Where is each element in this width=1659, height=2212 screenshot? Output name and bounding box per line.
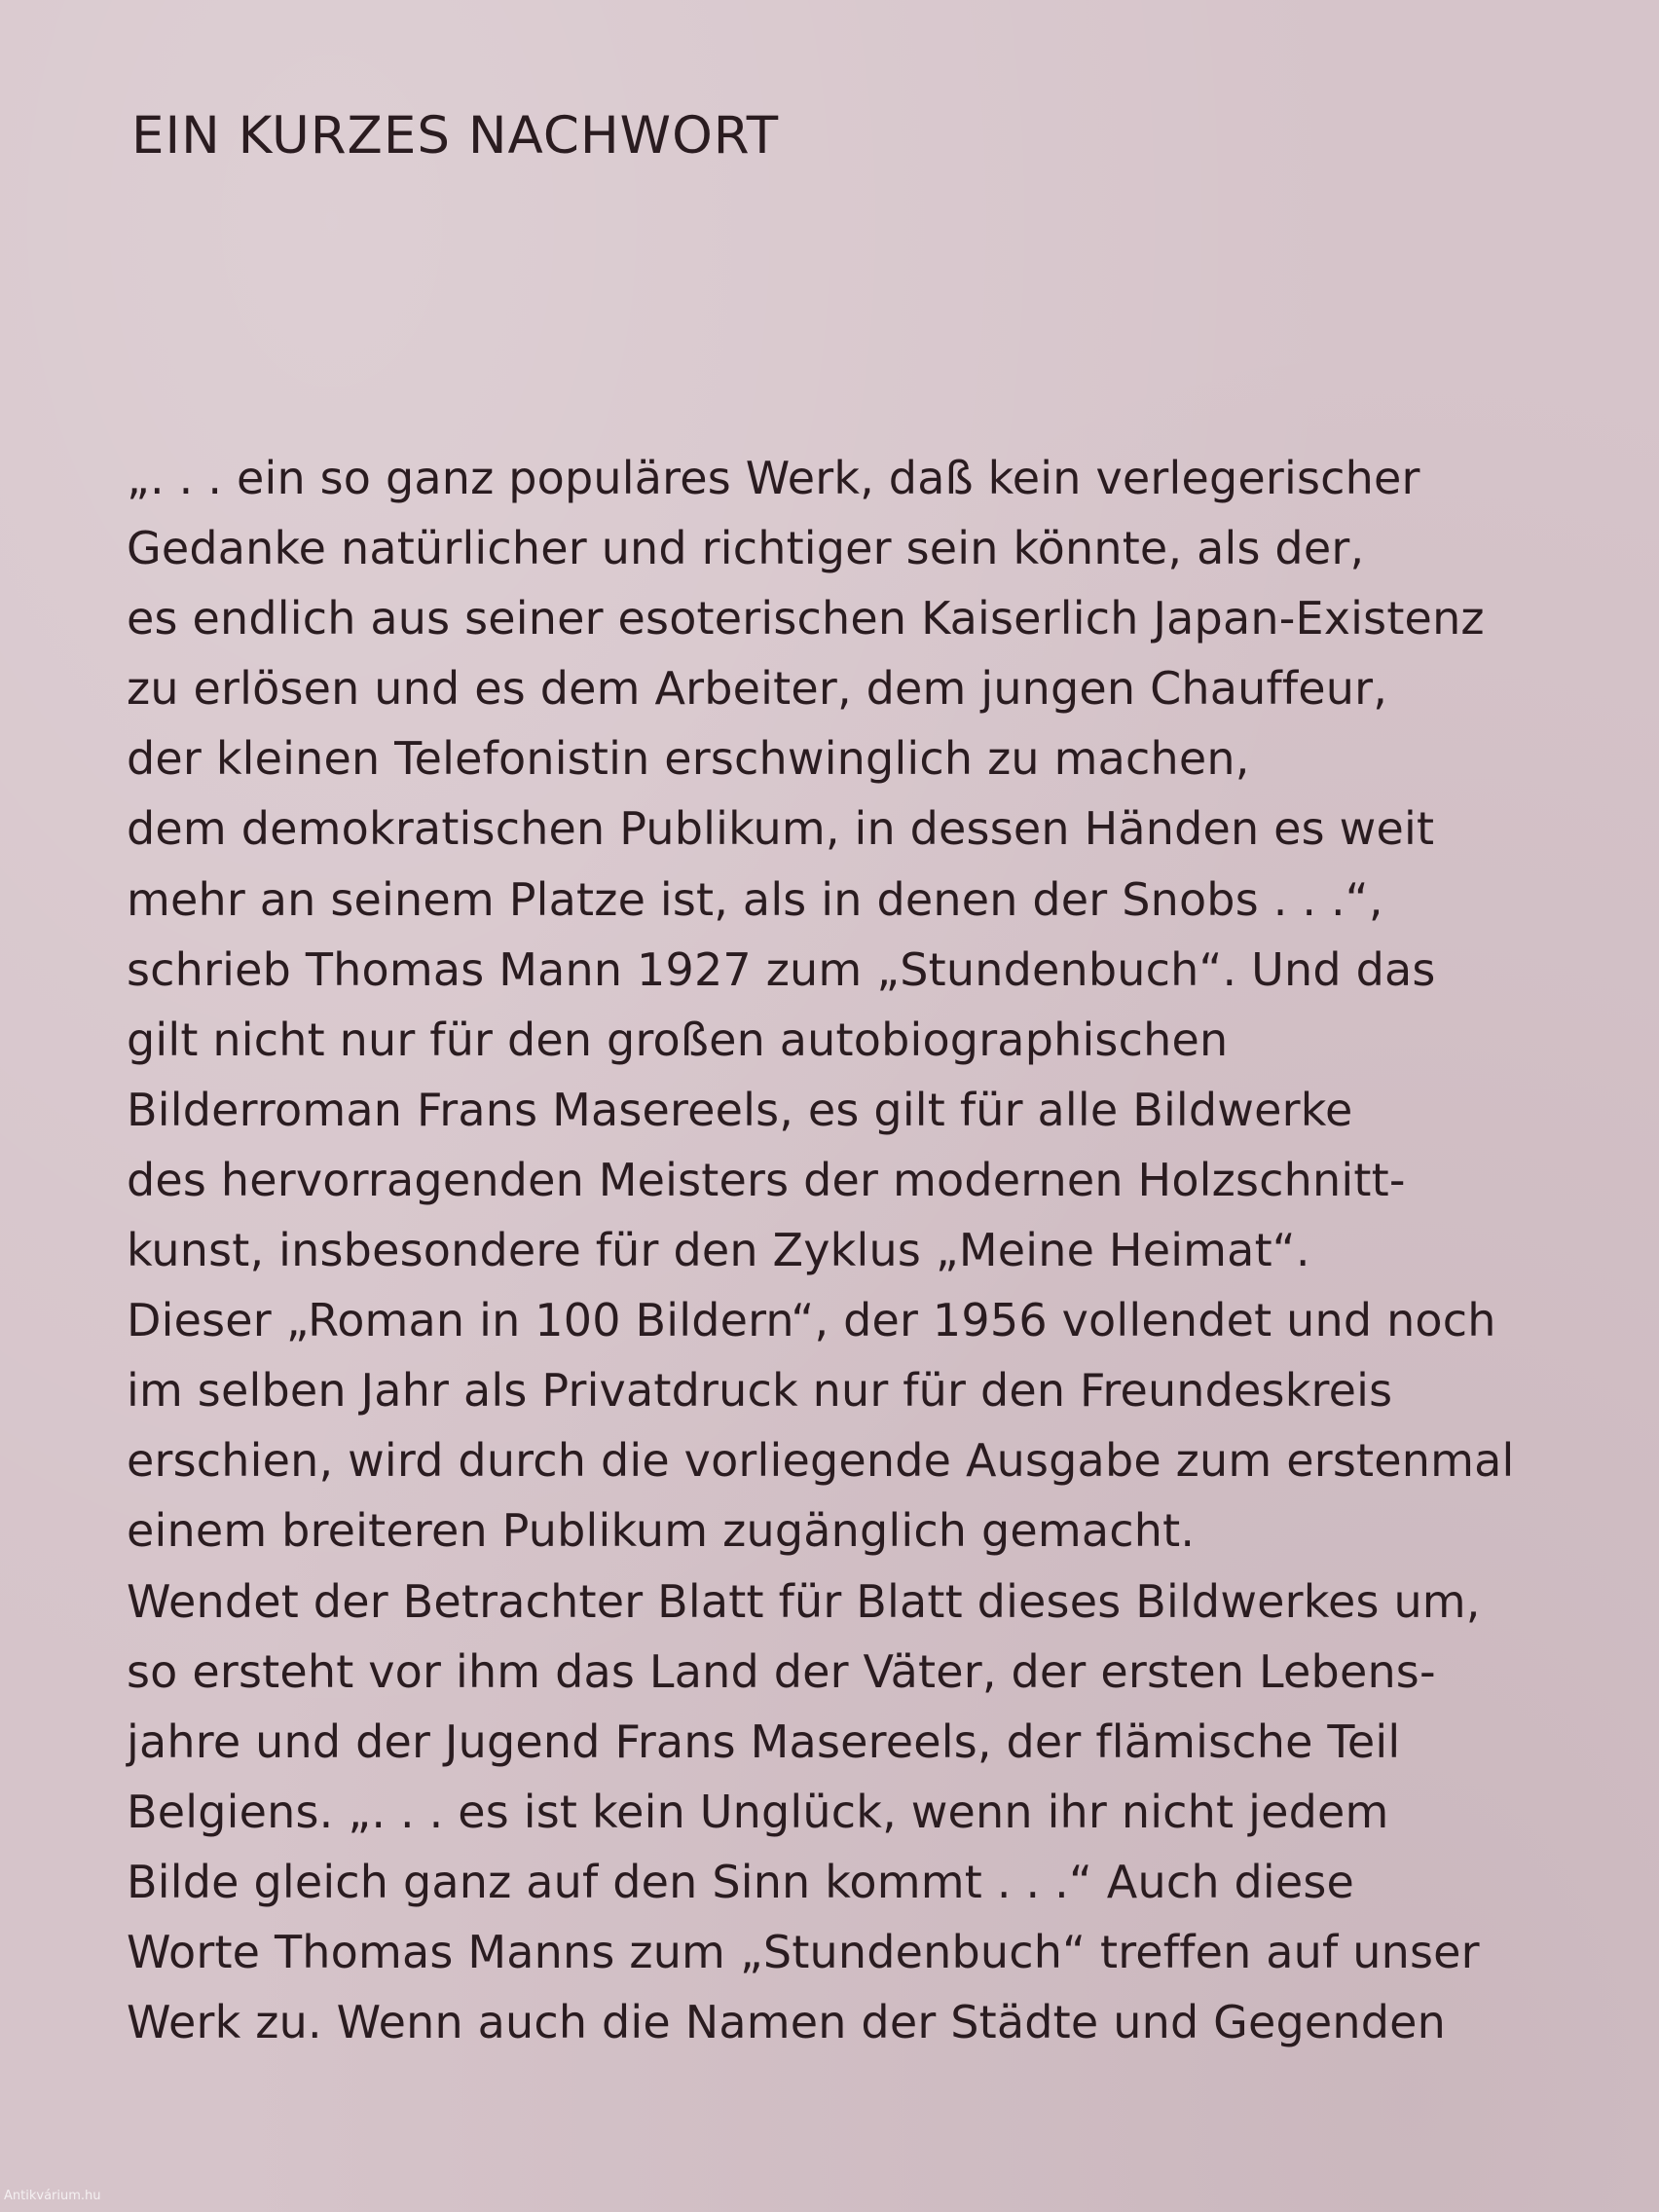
text-line: Worte Thomas Manns zum „Stundenbuch“ treffen auf unser <box>127 1925 1480 1978</box>
text-line: Dieser „Roman in 100 Bildern“, der 1956 vollendet und noch <box>127 1294 1496 1347</box>
text-line: gilt nicht nur für den großen autobiographischen <box>127 1013 1229 1066</box>
text-line: Gedanke natürlicher und richtiger sein könnte, als der, <box>127 522 1365 575</box>
body-text <box>127 443 1645 2057</box>
text-line: Werk zu. Wenn auch die Namen der Städte und Gegenden <box>127 1996 1447 2049</box>
text-line: zu erlösen und es dem Arbeiter, dem jungen Chauffeur, <box>127 662 1388 716</box>
text-line: so ersteht vor ihm das Land der Väter, der ersten Lebens- <box>127 1644 1436 1698</box>
text-line: im selben Jahr als Privatdruck nur für den Freundeskreis <box>127 1364 1393 1418</box>
text-line: schrieb Thomas Mann 1927 zum „Stundenbuch“. Und das <box>127 942 1436 996</box>
text-line: Bilderroman Frans Masereels, es gilt für alle Bildwerke <box>127 1083 1353 1136</box>
watermark: Antikvárium.hu <box>4 2189 101 2203</box>
text-line: einem breiteren Publikum zugänglich gemacht. <box>127 1504 1196 1558</box>
text-line: Bilde gleich ganz auf den Sinn kommt . . .“ Auch diese <box>127 1855 1355 1908</box>
text-line: „. . . ein so ganz populäres Werk, daß kein verlegerischer <box>127 452 1420 504</box>
page-title: EIN KURZES NACHWORT <box>131 106 780 166</box>
text-line: Wendet der Betrachter Blatt für Blatt dieses Bildwerkes um, <box>127 1574 1481 1628</box>
text-line: jahre und der Jugend Frans Masereels, der flämische Teil <box>127 1714 1401 1768</box>
text-line: es endlich aus seiner esoterischen Kaiserlich Japan-Existenz <box>127 592 1485 645</box>
text-line: der kleinen Telefonistin erschwinglich zu machen, <box>127 732 1250 786</box>
text-line: mehr an seinem Platze ist, als in denen der Snobs . . .“, <box>127 872 1383 926</box>
text-line: Belgiens. „. . . es ist kein Unglück, wenn ihr nicht jedem <box>127 1785 1389 1838</box>
text-line: des hervorragenden Meisters der modernen Holzschnitt- <box>127 1153 1406 1206</box>
text-line: dem demokratischen Publikum, in dessen Händen es weit <box>127 802 1435 856</box>
text-line: kunst, insbesondere für den Zyklus „Meine Heimat“. <box>127 1224 1310 1277</box>
text-line: erschien, wird durch die vorliegende Ausgabe zum erstenmal <box>127 1434 1515 1488</box>
